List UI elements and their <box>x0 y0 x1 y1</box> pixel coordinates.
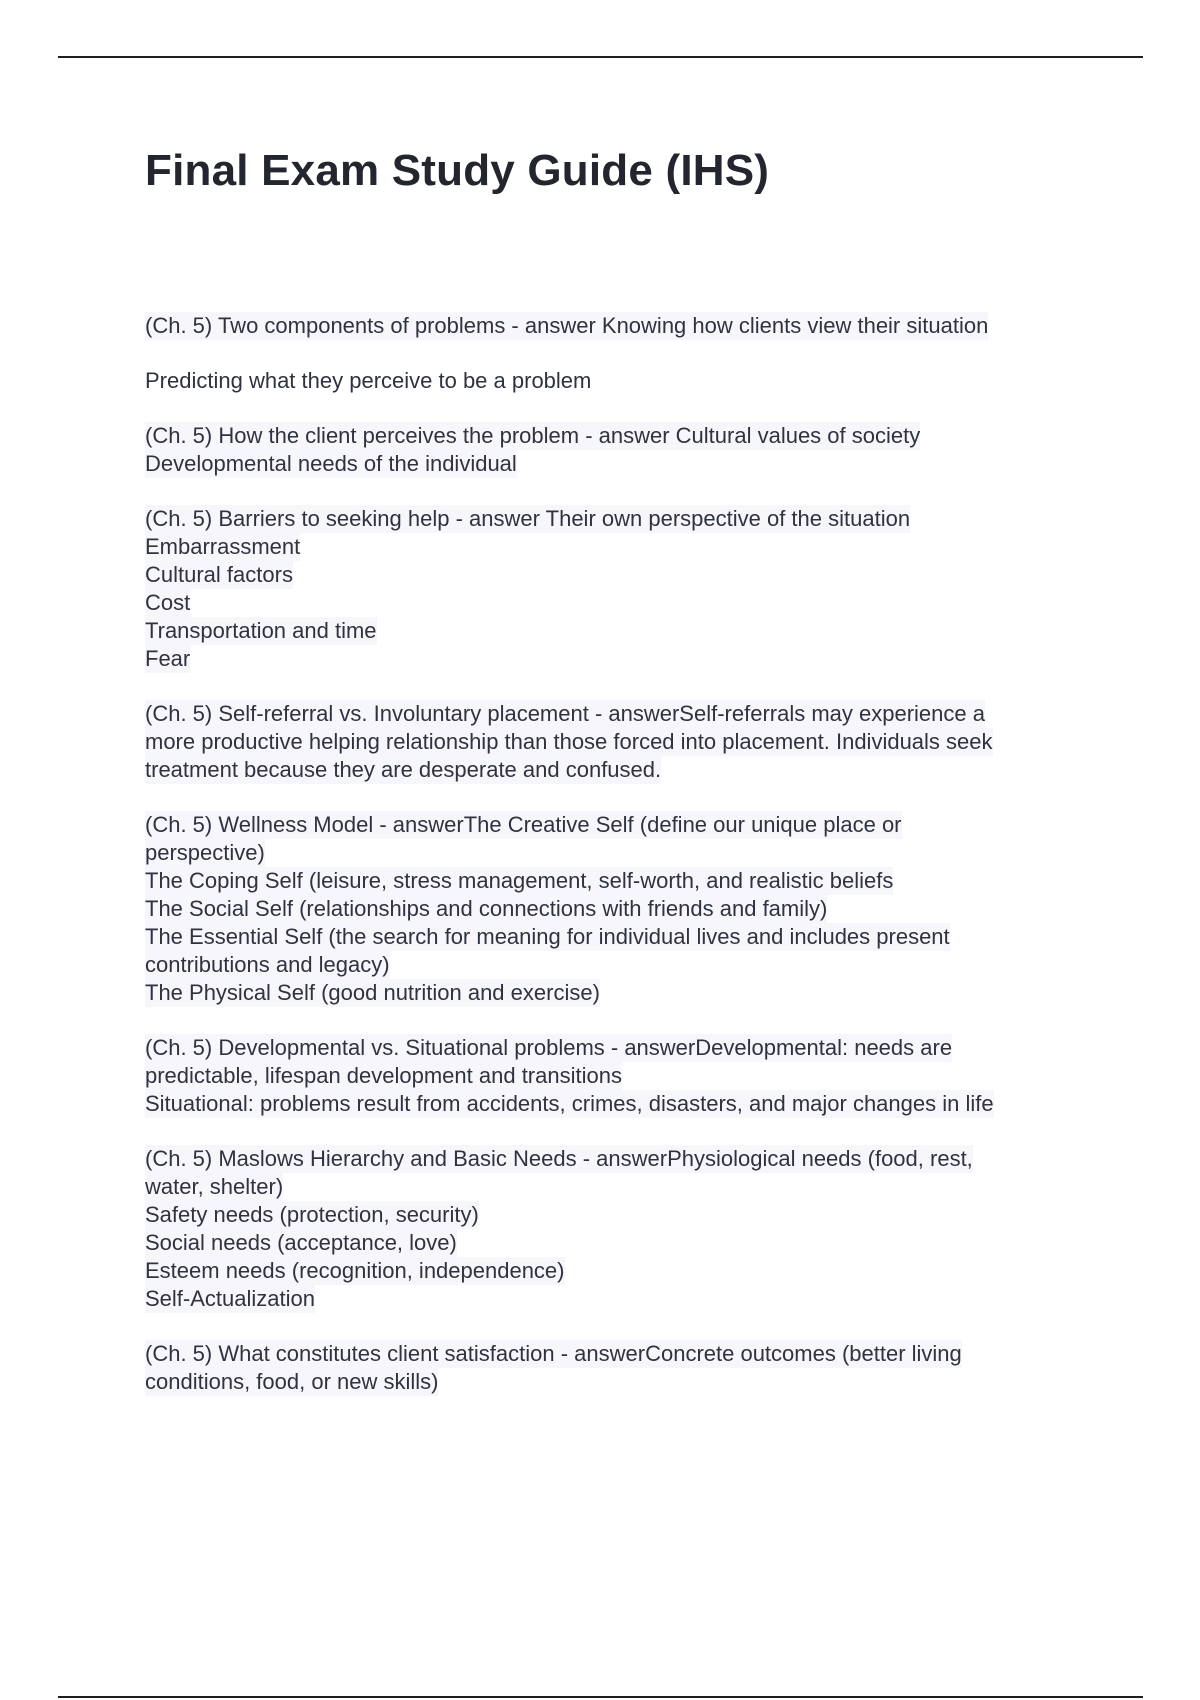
page-title: Final Exam Study Guide (IHS) <box>145 146 770 195</box>
entry-line: The Physical Self (good nutrition and exercise) <box>145 980 600 1005</box>
entry-line: (Ch. 5) Maslows Hierarchy and Basic Needs - answerPhysiological needs (food, rest, <box>145 1146 973 1171</box>
entry-line: (Ch. 5) Self-referral vs. Involuntary placement - answerSelf-referrals may experience a <box>145 701 985 726</box>
entry-line: Cultural factors <box>145 562 293 587</box>
entry-line: Situational: problems result from accidents, crimes, disasters, and major changes in life <box>145 1091 994 1116</box>
entry-line: (Ch. 5) Developmental vs. Situational problems - answerDevelopmental: needs are <box>145 1035 953 1060</box>
entry-line: The Social Self (relationships and connections with friends and family) <box>145 896 828 921</box>
entry-line: more productive helping relationship than those forced into placement. Individuals seek <box>145 729 993 754</box>
entry-line: Esteem needs (recognition, independence) <box>145 1258 565 1283</box>
qa-entry <box>145 1034 1085 1118</box>
entry-line: The Coping Self (leisure, stress management, self-worth, and realistic beliefs <box>145 868 894 893</box>
entry-line: Embarrassment <box>145 534 301 559</box>
entry-line: (Ch. 5) How the client perceives the problem - answer Cultural values of society <box>145 423 921 448</box>
entry-line: Self-Actualization <box>145 1286 315 1311</box>
qa-entry <box>145 312 1085 340</box>
entry-line: (Ch. 5) What constitutes client satisfaction - answerConcrete outcomes (better living <box>145 1341 962 1366</box>
entry-line: predictable, lifespan development and transitions <box>145 1063 622 1088</box>
entry-line: Cost <box>145 590 191 615</box>
entry-line: perspective) <box>145 840 265 865</box>
entry-line: Fear <box>145 646 191 671</box>
bottom-rule <box>58 1696 1143 1698</box>
entry-line: conditions, food, or new skills) <box>145 1369 439 1394</box>
entry-line: (Ch. 5) Barriers to seeking help - answer Their own perspective of the situation <box>145 506 911 531</box>
entry-line: Social needs (acceptance, love) <box>145 1230 457 1255</box>
entry-line: Transportation and time <box>145 618 377 643</box>
qa-entry <box>145 422 1085 478</box>
top-rule <box>58 56 1143 58</box>
entry-line: treatment because they are desperate and confused. <box>145 757 662 782</box>
entry-line: Developmental needs of the individual <box>145 451 517 476</box>
study-guide-content <box>145 312 1085 1423</box>
entry-line: Predicting what they perceive to be a problem <box>145 368 592 393</box>
qa-entry <box>145 700 1085 784</box>
qa-entry <box>145 1340 1085 1396</box>
entry-line: (Ch. 5) Wellness Model - answerThe Creative Self (define our unique place or <box>145 812 902 837</box>
entry-line: Safety needs (protection, security) <box>145 1202 479 1227</box>
entry-line: water, shelter) <box>145 1174 284 1199</box>
entry-line: The Essential Self (the search for meaning for individual lives and includes present <box>145 924 950 949</box>
qa-entry <box>145 367 1085 395</box>
entry-line: contributions and legacy) <box>145 952 390 977</box>
qa-entry <box>145 1145 1085 1313</box>
qa-entry <box>145 811 1085 1007</box>
entry-line: (Ch. 5) Two components of problems - answer Knowing how clients view their situation <box>145 313 989 338</box>
qa-entry <box>145 505 1085 673</box>
